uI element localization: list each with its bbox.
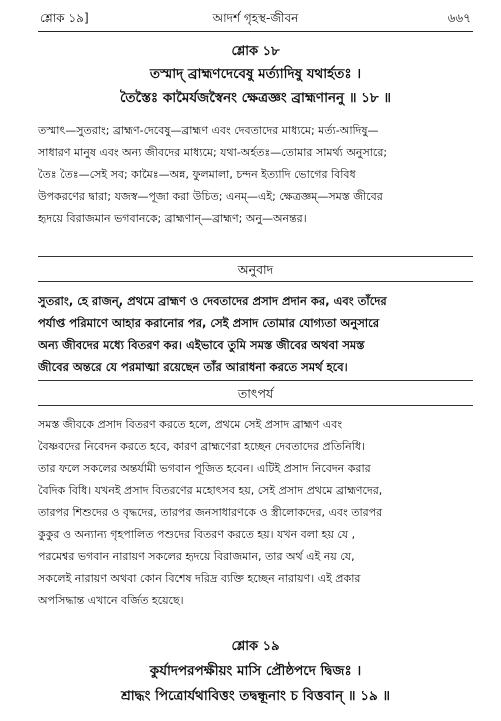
verse19-line2: শ্রাদ্ধং পিত্রোর্যথাবিত্তং তদ্বন্ধূনাং চ বিত্তবান্ ॥ ১৯ ॥: [120, 688, 391, 704]
translation-rule: [38, 281, 473, 282]
purport-rule: [38, 380, 473, 381]
header-page-number: ৬৬৭: [447, 11, 471, 25]
purport-heading: তাৎপর্য: [237, 386, 274, 401]
synonyms-line: সাধারণ মানুষ এবং অন্য জীবদের মাধ্যমে; যথা-অর্হতঃ—তোমার সামর্থ্য অনুসারে;: [38, 146, 388, 159]
purport-line: তারপর শিশুদের ও বৃদ্ধদের, তারপর জনসাধারণকে ও স্ত্রীলোকদের, এবং তারপর: [38, 506, 383, 519]
synonyms-line: উপকরণের দ্বারা; যজস্ব—পূজা করা উচিত; এনম্—এই; ক্ষেত্রজ্ঞম্—সমস্ত জীবের: [38, 190, 383, 203]
translation-line: অন্য জীবদের মধ্যে বিতরণ কর। এইভাবে তুমি সমস্ত জীবের অথবা সমস্ত: [38, 338, 365, 352]
purport-line: সমস্ত জীবকে প্রসাদ বিতরণ করতে হলে, প্রথমে সেই প্রসাদ ব্রাহ্মণ এবং: [38, 418, 343, 431]
verse18-line1: তস্মাদ্ ব্রাহ্মণদেবেষু মর্ত্যাদিষু যথার্হতঃ ।: [149, 66, 362, 82]
verse18-line2: তৈস্তৈঃ কামৈর্যজস্বৈনং ক্ষেত্রজ্ঞং ব্রাহ্মণাননু ॥ ১৮ ॥: [119, 90, 392, 106]
translation-line: সুতরাং, হে রাজন্, প্রথমে ব্রাহ্মণ ও দেবতাদের প্রসাদ প্রদান কর, এবং তাঁদের: [38, 294, 387, 308]
purport-line: বৈদিক বিধি। যখনই প্রসাদ বিতরণের মহোৎসব হয়, সেই প্রসাদ প্রথমে ব্রাহ্মণদের,: [38, 484, 383, 497]
running-header: [40, 10, 471, 28]
translation-line: জীবের অন্তরে যে পরমাত্মা রয়েছেন তাঁর আরাধনা করতে সমর্থ হবে।: [38, 360, 348, 374]
verse19-title: শ্লোক ১৯: [231, 639, 280, 654]
purport-line: তার ফলে সকলের অন্তর্যামী ভগবান পূজিত হবেন। এটিই প্রসাদ নিবেদন করার: [38, 462, 371, 475]
header-rule: [38, 31, 473, 32]
synonyms-block: [38, 120, 473, 230]
verse19-line1: কুর্যাদপরপক্ষীয়ং মাসি প্রৌষ্ঠপদে দ্বিজঃ ।: [149, 663, 362, 679]
translation-block: [38, 290, 473, 378]
header-chapter-title: আদর্শ গৃহস্থ-জীবন: [212, 11, 299, 25]
purport-block: [38, 414, 473, 612]
purport-rule: [38, 405, 473, 406]
synonyms-line: তৈঃ তৈঃ—সেই সব; কামৈঃ—অন্ন, ফুলমালা, চন্দন ইত্যাদি ভোগের বিবিধ: [38, 168, 356, 181]
translation-line: পর্যাপ্ত পরিমাণে আহার করানোর পর, সেই প্রসাদ তোমার যোগ্যতা অনুসারে: [38, 316, 380, 330]
synonyms-line: হৃদয়ে বিরাজমান ভগবানকে; ব্রাহ্মণান্—ব্রাহ্মণ; অনু—অনন্তর।: [38, 212, 307, 225]
synonyms-line: তস্মাৎ—সুতরাং; ব্রাহ্মণ-দেবেষু—ব্রাহ্মণ এবং দেবতাদের মাধ্যমে; মর্ত্য-আদিষু—: [38, 124, 379, 137]
translation-heading: অনুবাদ: [237, 262, 274, 277]
purport-line: বৈষ্ণবদের নিবেদন করতে হবে, কারণ ব্রাহ্মণেরা হচ্ছেন দেবতাদের প্রতিনিধি।: [38, 440, 365, 453]
purport-line: অপসিদ্ধান্ত এখানে বর্জিত হয়েছে।: [38, 594, 184, 607]
purport-line: কুকুর ও অন্যান্য গৃহপালিত পশুদের বিতরণ করতে হয়। যখন বলা হয় যে ,: [38, 528, 356, 541]
translation-rule: [38, 256, 473, 257]
purport-line: সকলেই নারায়ণ অথবা কোন বিশেষ দরিদ্র ব্যক্তি হচ্ছেন নারায়ণ। এই প্রকার: [38, 572, 361, 585]
verse18-title: শ্লোক ১৮: [231, 44, 280, 59]
purport-line: পরমেশ্বর ভগবান নারায়ণ সকলের হৃদয়ে বিরাজমান, তার অর্থ এই নয় যে,: [38, 550, 355, 563]
header-verse-ref: শ্লোক ১৯]: [40, 11, 89, 25]
